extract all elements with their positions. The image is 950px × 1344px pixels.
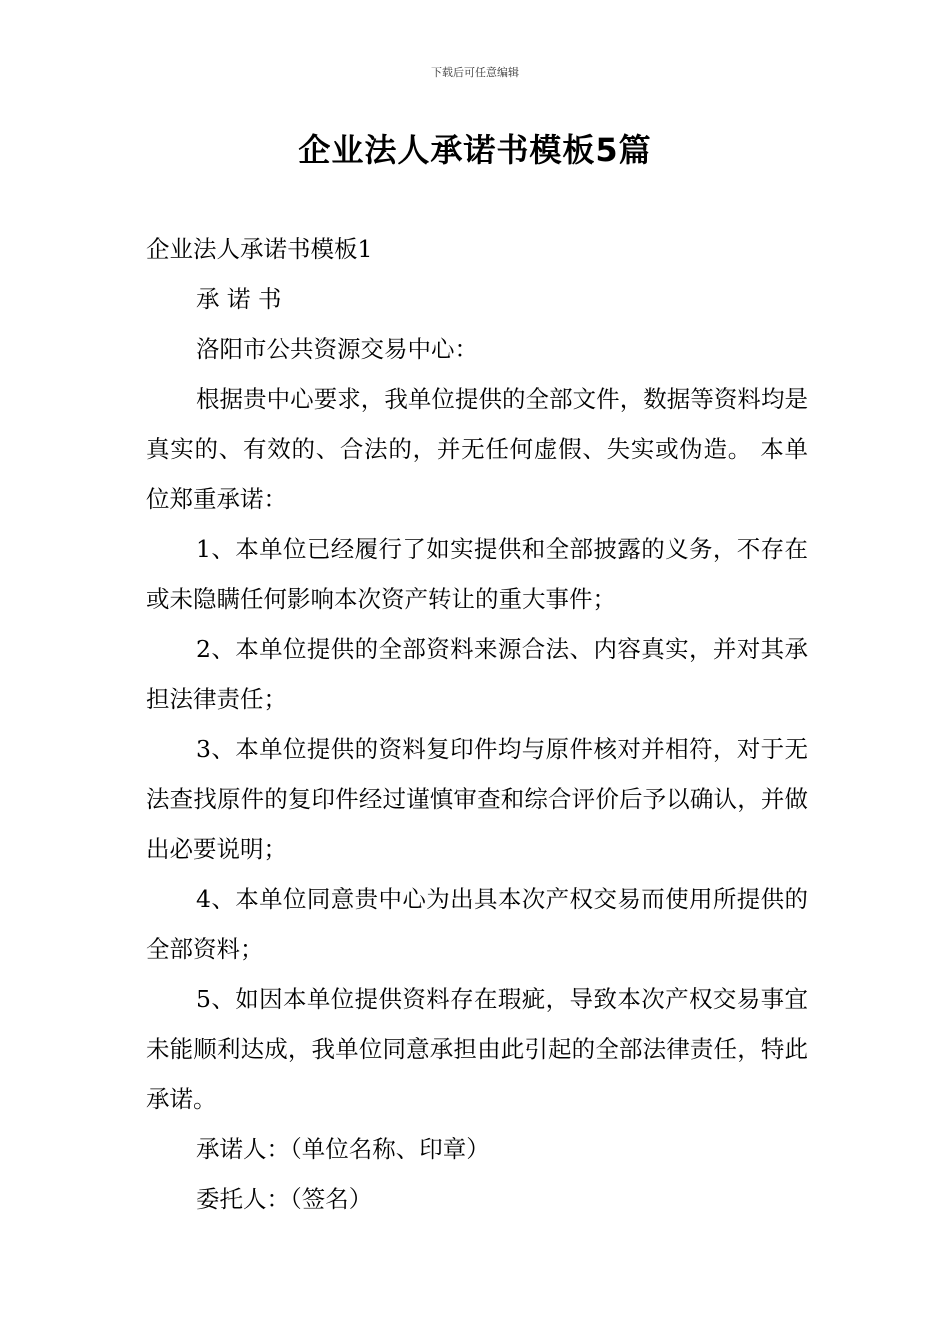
document-body — [146, 224, 808, 1224]
paragraph-item-5: 5、如因本单位提供资料存在瑕疵，导致本次产权交易事宜未能顺利达成，我单位同意承担由此引起的全部法律责任，特此承诺。 — [146, 985, 808, 1113]
paragraph-item-2: 2、本单位提供的全部资料来源合法、内容真实，并对其承担法律责任； — [146, 635, 808, 713]
letter-title: 承 诺 书 — [196, 285, 282, 313]
paragraph-intro: 根据贵中心要求，我单位提供的全部文件，数据等资料均是真实的、有效的、合法的，并无任何虚假、失实或伪造。 本单位郑重承诺： — [146, 385, 808, 513]
section-heading: 企业法人承诺书模板1 — [146, 235, 373, 263]
header-note: 下载后可任意编辑 — [431, 66, 519, 79]
delegate-line: 委托人：（签名） — [196, 1185, 373, 1213]
document-title: 企业法人承诺书模板5篇 — [298, 131, 652, 169]
signatory-line: 承诺人：（单位名称、印章） — [196, 1135, 490, 1163]
paragraph-item-3: 3、本单位提供的资料复印件均与原件核对并相符，对于无法查找原件的复印件经过谨慎审查和综合评价后予以确认，并做出必要说明； — [146, 735, 808, 863]
addressee: 洛阳市公共资源交易中心： — [196, 335, 478, 363]
paragraph-item-1: 1、本单位已经履行了如实提供和全部披露的义务，不存在或未隐瞒任何影响本次资产转让的重大事件； — [146, 535, 808, 613]
paragraph-item-4: 4、本单位同意贵中心为出具本次产权交易而使用所提供的全部资料； — [146, 885, 808, 963]
